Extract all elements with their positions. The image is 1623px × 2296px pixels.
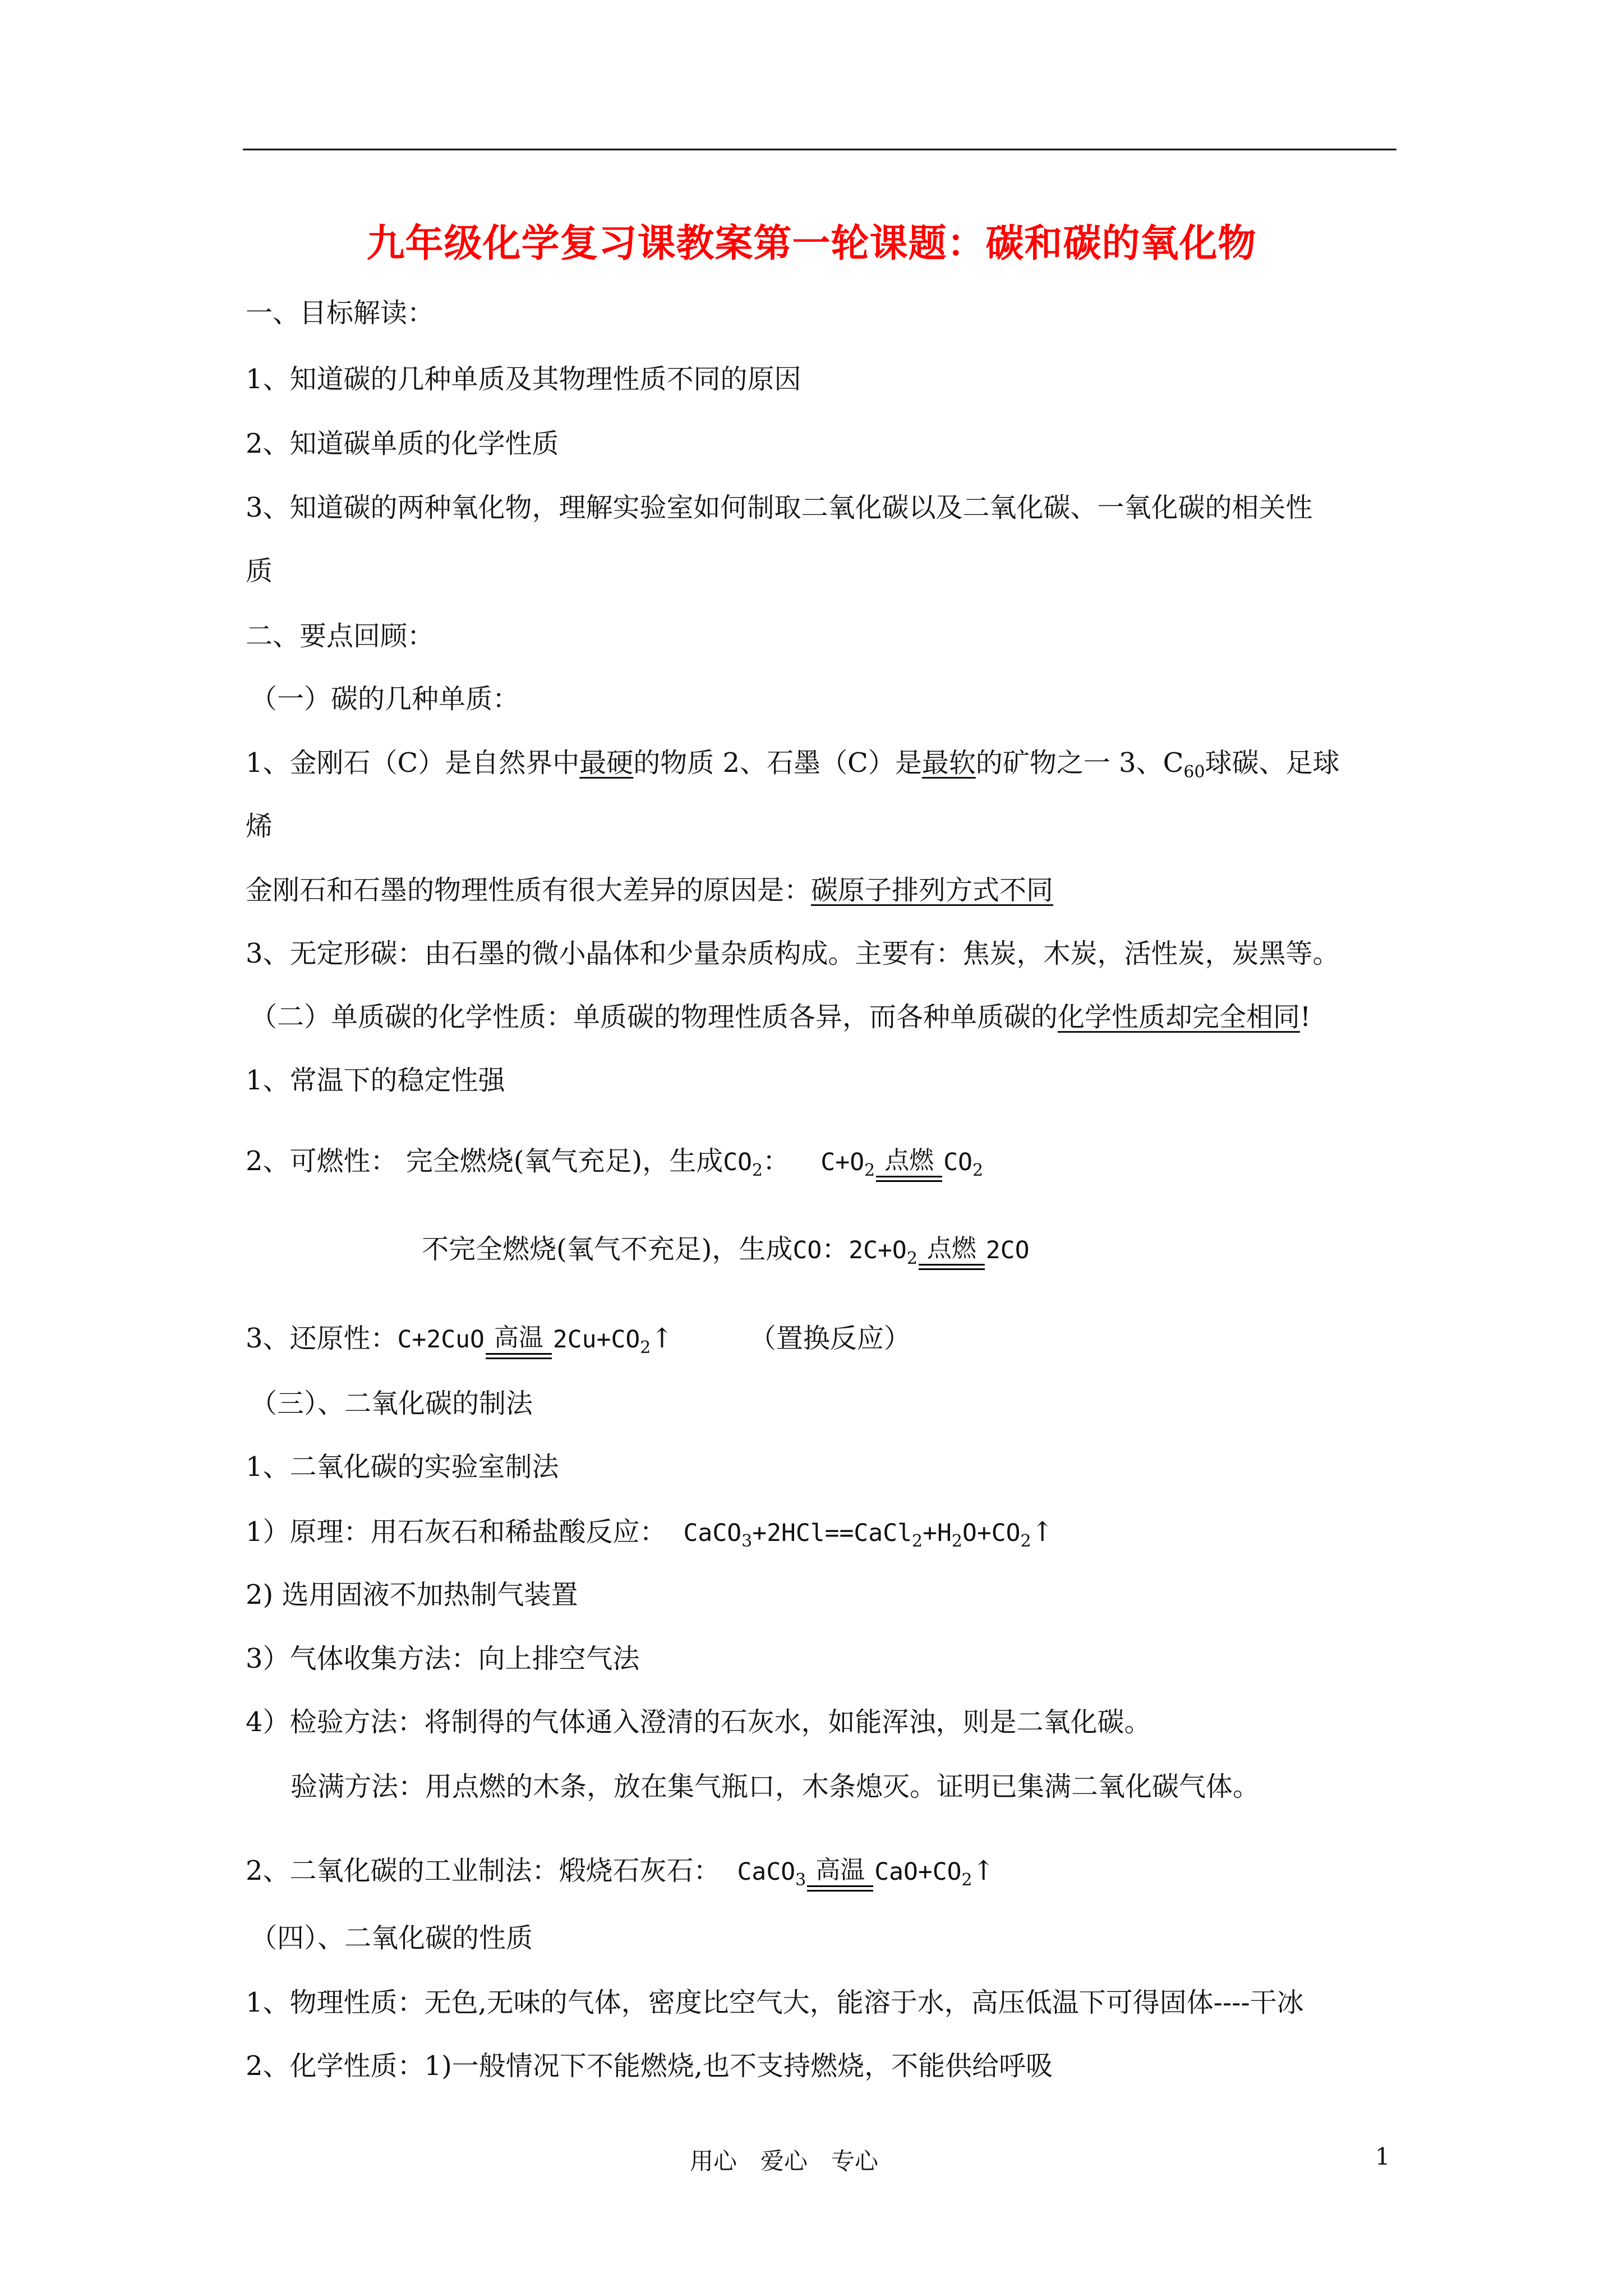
lab-preparation-heading: 1、二氧化碳的实验室制法	[246, 1451, 559, 1483]
section-heading-review: 二、要点回顾：	[246, 620, 435, 652]
subsection-heading-co2-properties: （四）、二氧化碳的性质	[250, 1922, 533, 1954]
stability-line: 1、常温下的稳定性强	[246, 1065, 505, 1096]
reaction-condition: 点燃	[875, 1154, 943, 1188]
structure-difference-line: 金刚石和石墨的物理性质有很大差异的原因是：碳原子排列方式不同	[246, 875, 1054, 906]
chemical-properties-line: 2、化学性质：1)一般情况下不能燃烧,也不支持燃烧，不能供给呼吸	[246, 2050, 1053, 2082]
footer-motto: 用心 爱心 专心	[690, 2147, 879, 2175]
industrial-preparation-line: 2、二氧化碳的工业制法：煅烧石灰石： CaCO$_3$ 高温 $CaO+CO_2↑$	[246, 1854, 995, 1897]
amorphous-carbon-line: 3、无定形碳：由石墨的微小晶体和少量杂质构成。主要有：焦炭，木炭，活性炭，炭黑等。	[246, 938, 1340, 969]
incomplete-combustion-line: 不完全燃烧(氧气不充足)，生成CO：$2C+O_2$ 点燃 2CO	[422, 1232, 1030, 1276]
subsection-heading-carbon-forms: （一）碳的几种单质：	[250, 683, 520, 715]
collection-method-line: 3）气体收集方法：向上排空气法	[246, 1643, 640, 1674]
goal-item-3-continued: 质	[246, 555, 273, 587]
goal-item-3: 3、知道碳的两种氧化物，理解实验室如何制取二氧化碳以及二氧化碳、一氧化碳的相关性	[246, 492, 1313, 523]
physical-properties-line: 1、物理性质：无色,无味的气体，密度比空气大，能溶于水，高压低温下可得固体----干冰	[246, 1987, 1304, 2018]
reaction-condition: 点燃	[917, 1242, 986, 1276]
carbon-forms-continued: 烯	[246, 811, 273, 842]
chemical-properties-heading: （二）单质碳的化学性质：单质碳的物理性质各异，而各种单质碳的化学性质却完全相同!	[250, 1001, 1311, 1033]
subsection-heading-co2-preparation: （三）、二氧化碳的制法	[250, 1388, 533, 1419]
reaction-condition: 高温	[806, 1864, 874, 1897]
goal-item-2: 2、知道碳单质的化学性质	[246, 428, 559, 459]
reducing-property-line: 3、还原性：C+2CuO 高温 $2Cu+CO_2↑$ （置换反应）	[246, 1322, 911, 1365]
page-title: 九年级化学复习课教案第一轮课题：碳和碳的氧化物	[366, 221, 1257, 266]
page-number: 1	[1375, 2143, 1390, 2170]
goal-item-1: 1、知道碳的几种单质及其物理性质不同的原因	[246, 364, 801, 395]
section-heading-goals: 一、目标解读：	[246, 297, 435, 329]
full-check-line: 验满方法：用点燃的木条，放在集气瓶口，木条熄灭。证明已集满二氧化碳气体。	[291, 1771, 1260, 1802]
complete-combustion-line: 2、可燃性： 完全燃烧(氧气充足)，生成$CO_2$： $C+O_2$ 点燃 $CO_2$	[246, 1144, 983, 1188]
header-rule	[243, 149, 1396, 150]
apparatus-line: 2) 选用固液不加热制气装置	[246, 1579, 578, 1611]
reaction-condition: 高温	[485, 1331, 553, 1365]
principle-line: 1）原理：用石灰石和稀盐酸反应： $CaCO_3+2HCl==CaCl_2+H_2O+CO_2↑$	[246, 1516, 1054, 1551]
testing-method-line: 4）检验方法：将制得的气体通入澄清的石灰水，如能浑浊，则是二氧化碳。	[246, 1706, 1151, 1738]
carbon-forms-line: 1、金刚石（C）是自然界中最硬的物质 2、石墨（C）是最软的矿物之一 3、$C_{60}$球碳、足球	[246, 747, 1340, 782]
equation-lhs: C+O	[820, 1148, 865, 1176]
